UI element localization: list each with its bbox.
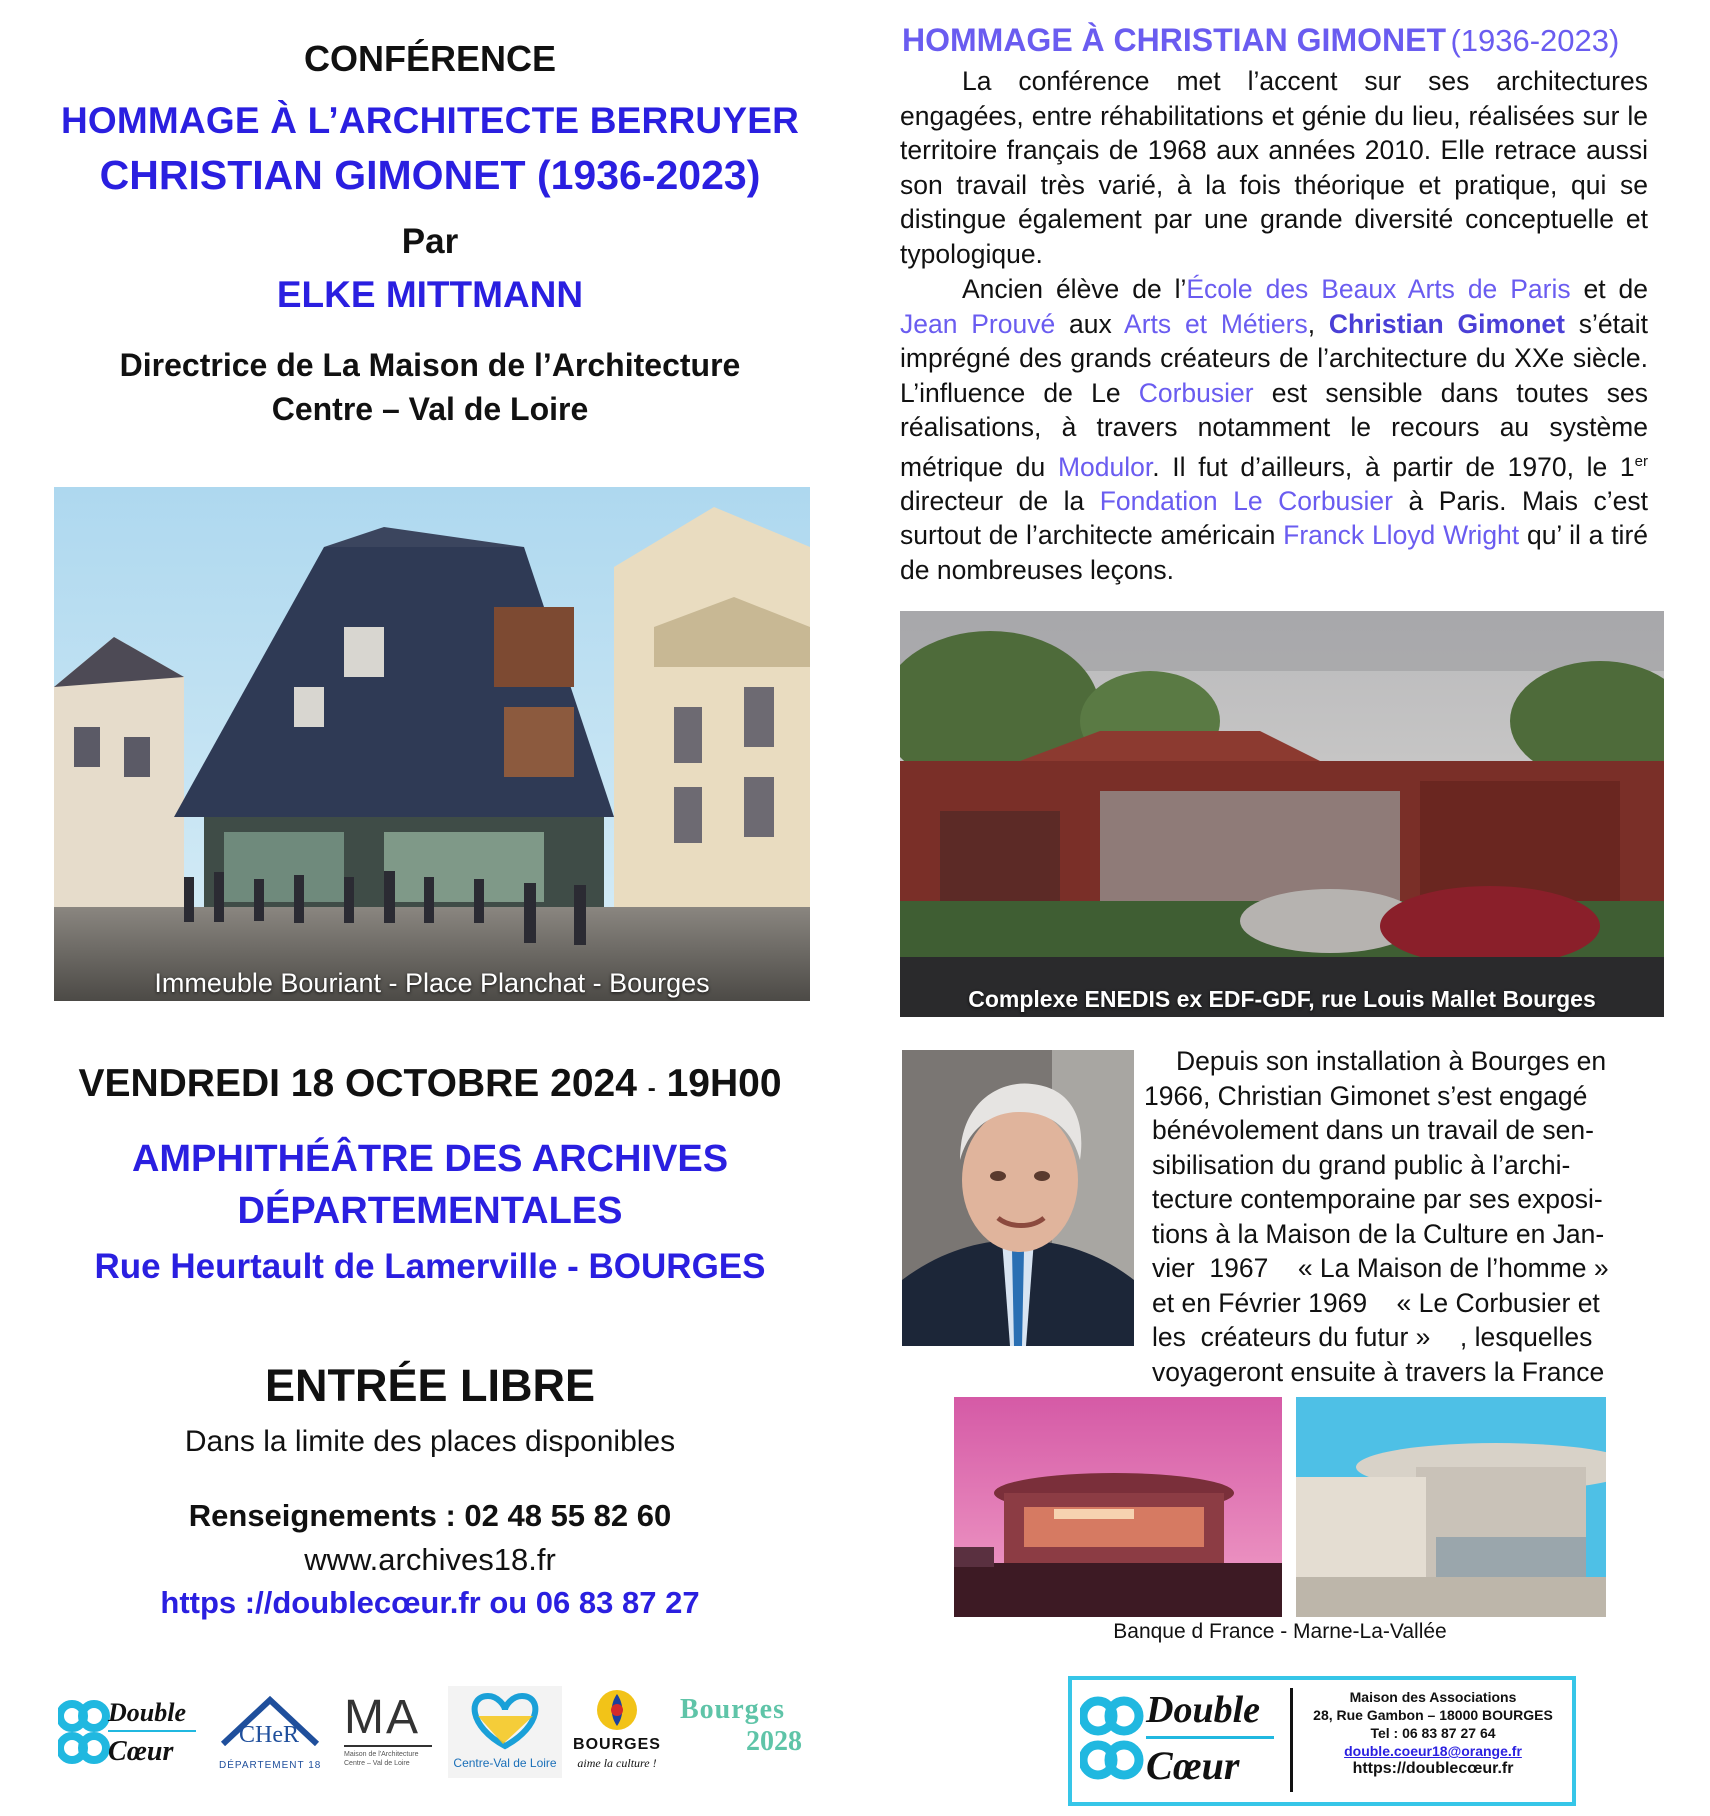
- link-fondation-le-corbusier[interactable]: Fondation Le Corbusier: [1099, 485, 1393, 516]
- event-time-text: 19H00: [666, 1062, 782, 1105]
- bio-text-e: s’était imprégné des grands créateurs de l’architecture du XXe siècle. L’influence de Le: [900, 308, 1648, 408]
- banque-de-france-photo-1: [954, 1397, 1282, 1617]
- bio-name-christian-gimonet: Christian Gimonet: [1328, 308, 1565, 339]
- conference-label: CONFÉRENCE: [303, 38, 557, 79]
- bio-text-f: est sensible dans toutes ses réalisations, à travers notamment le recours au système métrique du: [900, 377, 1648, 482]
- paragraph-biography: [900, 272, 1648, 587]
- link-arts-et-metiers[interactable]: Arts et Métiers: [1124, 308, 1308, 339]
- info-website[interactable]: www.archives18.fr: [304, 1542, 556, 1577]
- centre-val-de-loire-heart-icon: [448, 1686, 562, 1752]
- link-frank-lloyd-wright[interactable]: Franck Lloyd Wright: [1283, 520, 1520, 551]
- christian-gimonet-portrait: [902, 1050, 1134, 1346]
- title-line-2: CHRISTIAN GIMONET (1936-2023): [99, 152, 761, 198]
- speaker-role-line-1: Directrice de La Maison de l’Architecture: [119, 347, 741, 383]
- enedis-photo-caption: Complexe ENEDIS ex EDF-GDF, rue Louis Mallet Bourges: [968, 986, 1596, 1012]
- bio-text-i: à Paris. Mais c’est surtout de l’architecte américain: [900, 485, 1648, 551]
- contact-logo-line2: Cœur: [1146, 1743, 1240, 1788]
- bouriant-building-illustration: [54, 487, 810, 1001]
- engagement-line: tions à la Maison de la Culture en Jan-: [1152, 1218, 1605, 1249]
- bouriant-building-photo: [54, 487, 810, 1001]
- cher-department-logo: [215, 1694, 325, 1776]
- contact-vertical-rule: [1290, 1688, 1293, 1792]
- info-phone: Renseignements : 02 48 55 82 60: [188, 1498, 672, 1533]
- link-beaux-arts[interactable]: École des Beaux Arts de Paris: [1186, 274, 1571, 304]
- venue-line-2: DÉPARTEMENTALES: [237, 1190, 623, 1232]
- by-label: Par: [401, 222, 459, 261]
- banque-de-france-grey-illustration: [1296, 1397, 1606, 1617]
- bio-text-a: Ancien élève de l’: [962, 274, 1187, 304]
- contact-org: Maison des Associations: [1349, 1689, 1517, 1705]
- entry-note: Dans la limite des places disponibles: [184, 1425, 676, 1458]
- banque-de-france-photo-2: [1296, 1397, 1606, 1617]
- bourges-2028-year: 2028: [746, 1726, 802, 1757]
- right-column: [900, 0, 1700, 1816]
- bourges-culture-logo: [566, 1686, 668, 1778]
- maison-architecture-logo: [344, 1690, 436, 1776]
- engagement-line: vier 1967 « La Maison de l’homme »: [1152, 1253, 1609, 1283]
- engagement-line: 1966, Christian Gimonet s’est engagé: [1144, 1080, 1588, 1111]
- paragraph-intro-text: La conférence met l’accent sur ses architectures engagées, entre réhabilitations et génie du lieu, réalisées sur le territoire français de 1968 aux années 2010. Elle retrace aussi son travail très varié, à la fois théorique et pratique, qui se distingue également par une grande diversité conceptuelle et typologique.: [900, 66, 1648, 269]
- centre-val-de-loire-text: Centre-Val de Loire: [453, 1756, 557, 1770]
- double-coeur-logo-line1: Double: [108, 1698, 186, 1727]
- bio-superscript: er: [1634, 452, 1649, 470]
- engagement-line: voyageront ensuite à travers la France: [1152, 1356, 1605, 1387]
- bio-text-c: aux: [1055, 308, 1125, 339]
- right-heading: [902, 22, 1619, 59]
- bourges-logo-text: BOURGES: [573, 1736, 661, 1753]
- contact-heart-logo-icon: [1080, 1686, 1144, 1796]
- cher-logo-subtext: DÉPARTEMENT 18: [219, 1760, 322, 1771]
- contact-address: 28, Rue Gambon – 18000 BOURGES: [1313, 1707, 1553, 1723]
- double-coeur-logo-line2: Cœur: [108, 1736, 174, 1767]
- portrait-illustration: [902, 1050, 1134, 1346]
- bourges-2028-text: Bourges: [680, 1694, 785, 1725]
- link-modulor[interactable]: Modulor: [1057, 451, 1153, 482]
- engagement-line: sibilisation du grand public à l’archi-: [1152, 1149, 1571, 1180]
- event-date-separator: -: [647, 1075, 656, 1102]
- double-coeur-divider: [108, 1730, 196, 1732]
- right-heading-years: (1936-2023): [1450, 23, 1620, 58]
- speaker-role-line-2: Centre – Val de Loire: [271, 391, 589, 427]
- bio-text-b: et de: [1570, 274, 1648, 304]
- venue-line-1: AMPHITHÉÂTRE DES ARCHIVES: [131, 1138, 729, 1180]
- double-coeur-logo: [58, 1694, 200, 1774]
- ma-logo-rule: [344, 1745, 432, 1747]
- title-line-1: HOMMAGE À L’ARCHITECTE BERRUYER: [61, 100, 799, 141]
- engagement-line: et en Février 1969 « Le Corbusier et: [1152, 1287, 1600, 1318]
- contact-logo-line1: Double: [1146, 1689, 1260, 1731]
- paragraph-engagement: [1144, 1044, 1656, 1389]
- link-corbusier[interactable]: Corbusier: [1138, 377, 1254, 408]
- event-date-text: VENDREDI 18 OCTOBRE 2024: [78, 1062, 637, 1105]
- bio-text-d: ,: [1307, 308, 1329, 339]
- entry-title: ENTRÉE LIBRE: [264, 1360, 596, 1411]
- right-heading-main: HOMMAGE À CHRISTIAN GIMONET: [902, 22, 1446, 58]
- bio-text-g: . Il fut d’ailleurs, à partir de 1970, le 1: [1152, 451, 1635, 482]
- contact-email[interactable]: double.coeur18@orange.fr: [1344, 1743, 1522, 1759]
- event-date: [0, 1062, 860, 1106]
- ma-logo-text: MA: [344, 1691, 420, 1744]
- banque-de-france-caption: Banque d France - Marne-La-Vallée: [1113, 1620, 1447, 1643]
- contact-tel: Tel : 06 83 87 27 64: [1370, 1725, 1496, 1741]
- enedis-complex-illustration: [900, 611, 1664, 1017]
- cher-logo-text: CHeR: [239, 1722, 299, 1748]
- centre-val-de-loire-logo: [448, 1686, 562, 1778]
- engagement-line: tecture contemporaine par ses exposi-: [1152, 1184, 1603, 1214]
- enedis-complex-photo: [900, 611, 1664, 1017]
- engagement-line: Depuis son installation à Bourges en: [1176, 1046, 1607, 1076]
- bouriant-photo-caption: Immeuble Bouriant - Place Planchat - Bourges: [154, 968, 710, 998]
- bourges-logo-subtext: aime la culture !: [577, 1756, 657, 1770]
- speaker-name: ELKE MITTMANN: [276, 274, 584, 315]
- engagement-line: les créateurs du futur » , lesquelles: [1152, 1322, 1593, 1352]
- bourges-fleur-icon: [566, 1686, 668, 1734]
- venue-address: Rue Heurtault de Lamerville - BOURGES: [94, 1247, 766, 1286]
- contact-logo-divider: [1146, 1736, 1274, 1739]
- double-coeur-heart-icon: [58, 1696, 110, 1772]
- bourges-2028-logo: [680, 1694, 810, 1776]
- contact-details: [1298, 1688, 1568, 1778]
- bio-text-j: qu’ il a tiré de nombreuses leçons.: [900, 520, 1649, 585]
- engagement-line: bénévolement dans un travail de sen-: [1152, 1115, 1594, 1145]
- double-coeur-contact-card: [1068, 1676, 1576, 1806]
- info-link[interactable]: https ://doublecœur.fr ou 06 83 87 27: [160, 1585, 700, 1620]
- contact-url[interactable]: https://doublecœur.fr: [1352, 1760, 1514, 1777]
- bio-text-h: directeur de la: [900, 485, 1100, 516]
- link-jean-prouve[interactable]: Jean Prouvé: [900, 308, 1056, 339]
- paragraph-intro: [900, 64, 1648, 271]
- banque-de-france-pink-illustration: [954, 1397, 1282, 1617]
- ma-logo-subtext: Maison de l'Architecture Centre – Val de Loire: [344, 1751, 419, 1767]
